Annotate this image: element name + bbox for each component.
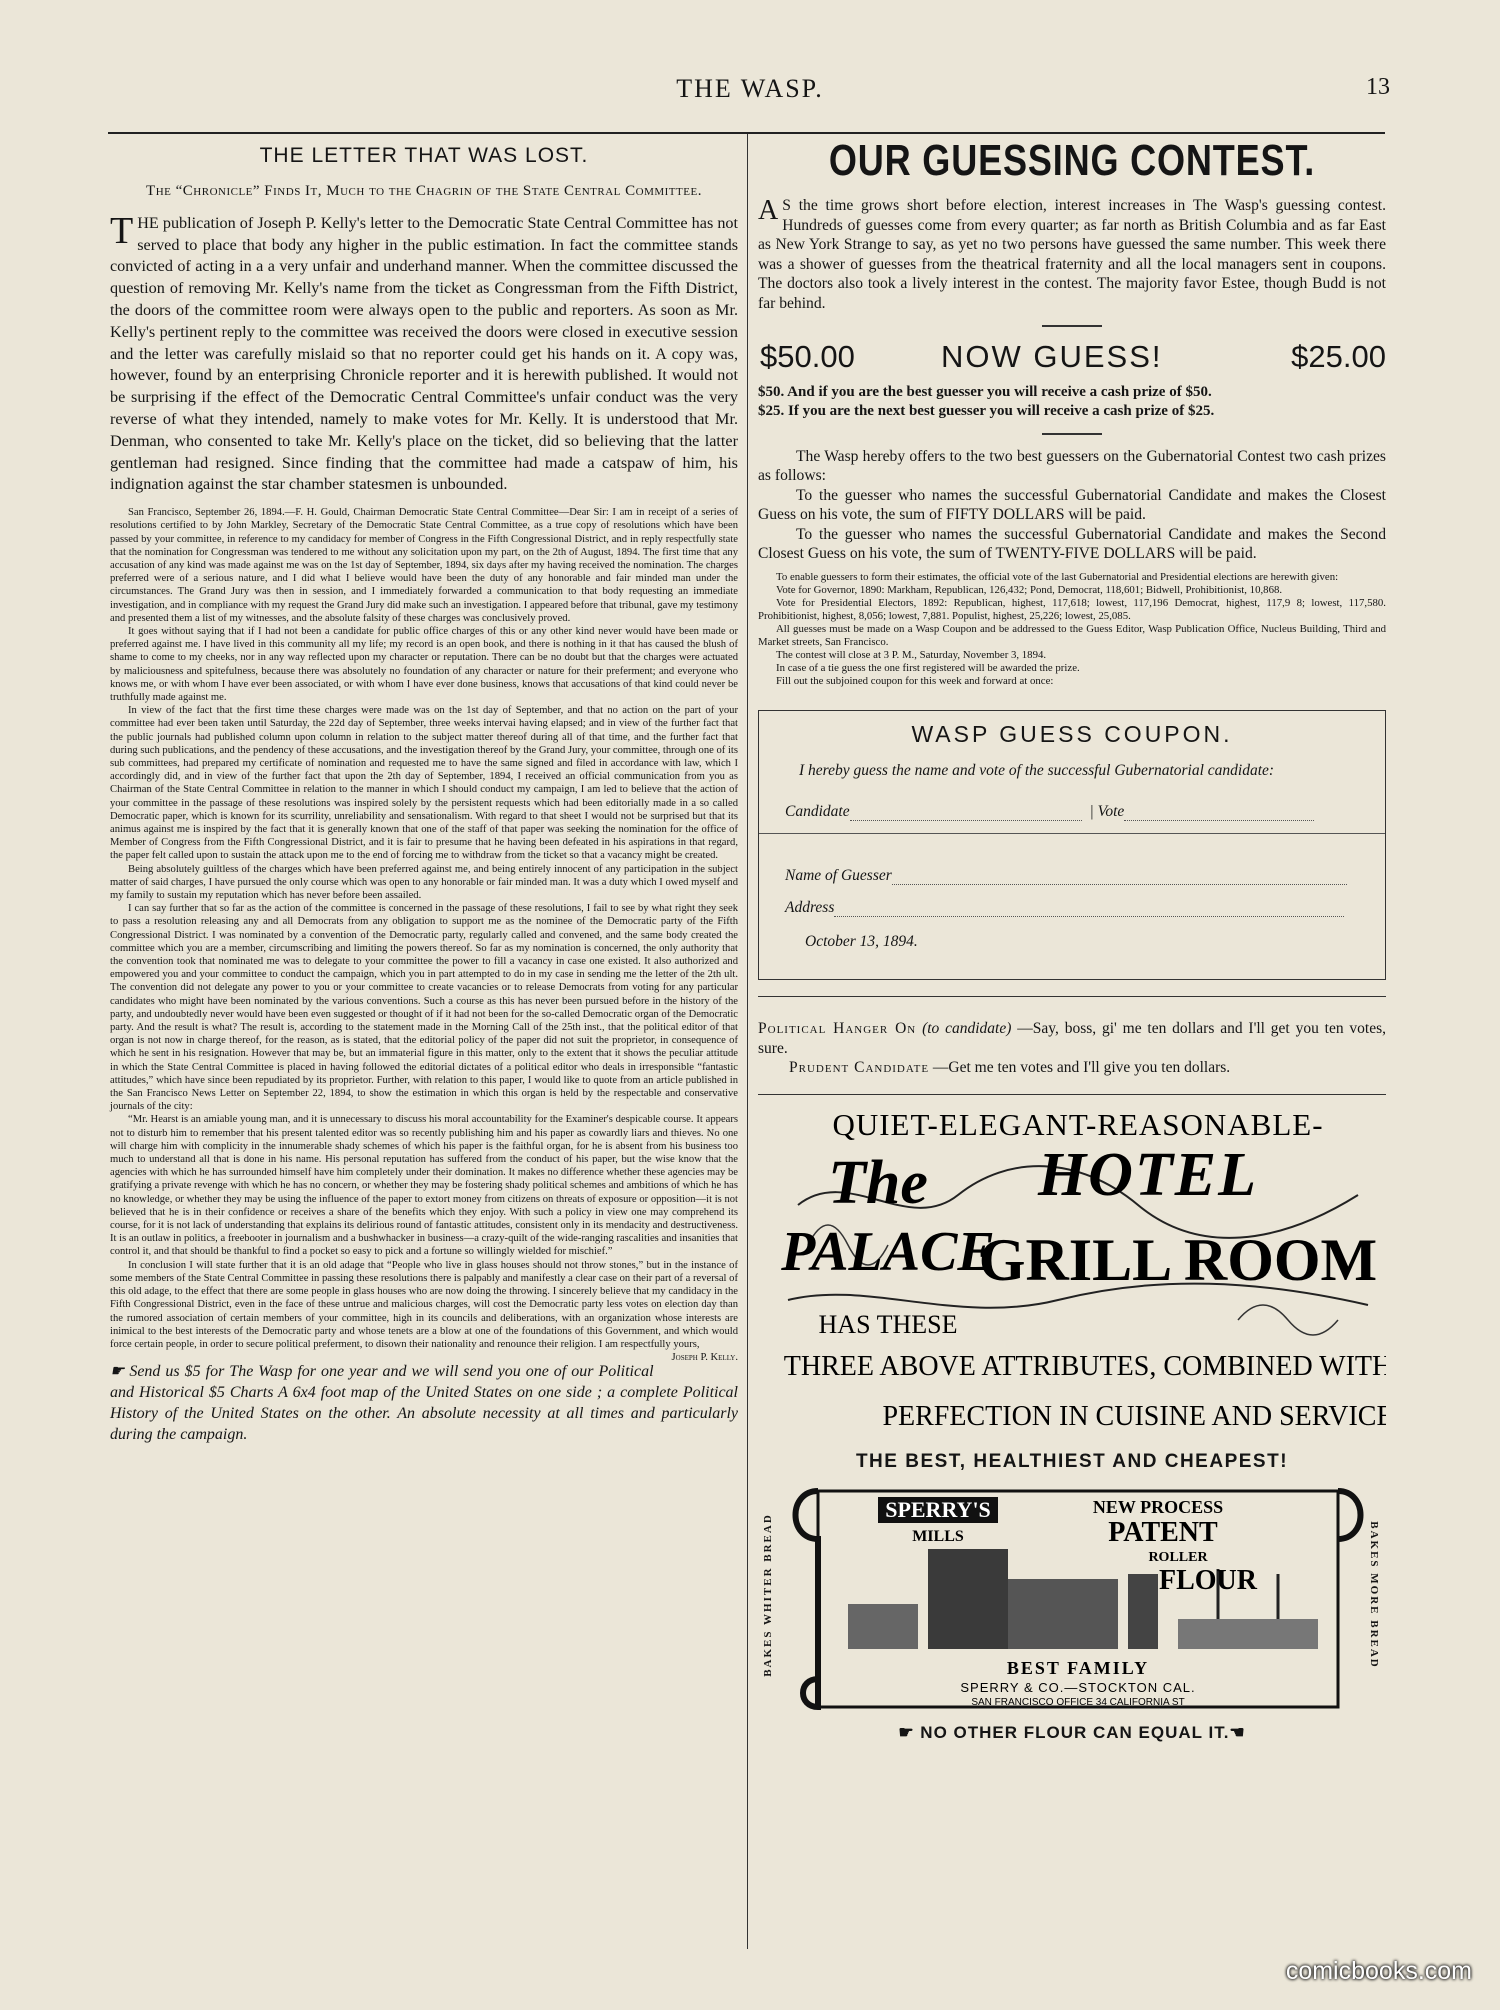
page-number: 13 (1366, 74, 1390, 100)
drop-cap: T (110, 209, 134, 252)
ad-grill-room: GRILL ROOM (978, 1226, 1378, 1293)
ad-roller: ROLLER (1148, 1549, 1208, 1565)
address-label: Address (785, 899, 835, 917)
article-lead (110, 209, 738, 496)
ad-best-family: BEST FAMILY (1006, 1657, 1150, 1678)
column-divider (747, 134, 748, 1949)
letter-paragraph (110, 1259, 738, 1364)
guesser-label: Name of Guesser (785, 867, 892, 885)
mill-building (928, 1549, 1008, 1649)
offer-second-prize: To the guesser who names the successful Gubernatorial Candidate and makes the Second Closest Guess on his vote, the sum of TWENTY-FIVE DOLLARS will be paid. (758, 525, 1386, 563)
speaker-2-line: —Get me ten votes and I'll give you ten dollars. (932, 1059, 1231, 1077)
scroll-roll-left (796, 1491, 819, 1707)
ad-line-2: PERFECTION IN CUISINE AND SERVICE (882, 1400, 1386, 1432)
stage-direction: (to candidate) (922, 1020, 1012, 1038)
mill-tower (1128, 1574, 1158, 1649)
rule-line: Vote for Governor, 1890: Markham, Republican, 126,432; Pond, Democrat, 118,601; Bidwell, Prohibitionist, 10,868. (776, 584, 1283, 597)
letter-paragraph: In view of the fact that the first time these charges were made was on the 1st day of September, and that no action on the part of your committee had ever been taken until Saturday, the 22d day of September, three weeks intervai having elapsed; and in view of the further fact that the public journals had published column upon column in relation to the subject matter thereof during all of that time, and the further fact that during such publications, and the pendency of these accusations, and the investigation thereof by the Grand Jury, your committee, through one of its sub committees, had prepared my certificate of nomination and requested me to have the same signed and filed in accordance with law, which I accordingly did, and in view of the further fact that upon the 2th day of September, 1894, I received an official communication from you as Chairman of the State Central Committee in relation to the manner in which I should conduct my campaign, I am led to believe that the action of your committee in the passage of these resolutions was inspired solely by the persistent requests which had been editorially made in a so called Democratic paper, which is known for its scurrility, unreliability and sensationalism. With regard to that sheet I would not be surprised but that its animus against me is inspired by the fact that it is generally known that one of the staff of that paper was seeking the nomination for the office of Member of Congress from the Fifth Congressional District, and it is fair to presume that he having been defeated in his aspirations in that regard, the paper felt called upon to sustain the attack upon me to the end of forcing me to withdraw from the ticket so that a vacancy might be created. (110, 705, 738, 862)
ornament-curl (1238, 1305, 1338, 1335)
vote-label: | Vote (1089, 803, 1125, 821)
prize-twenty-five: $25.00 (1291, 339, 1386, 374)
ad-the: The (828, 1148, 928, 1217)
ad-maker: SPERRY & CO.—STOCKTON CAL. (960, 1679, 1196, 1695)
sperry-ad-art (758, 1479, 1386, 1719)
subscription-promo: ☛ Send us $5 for The Wasp for one year and we will send you one of our Political and Historical $5 Charts A 6x4 foot map of the United States on one side ; a complete Political History of the United States on the other. An absolute necessity at all times and particularly during the campaign. (110, 1363, 738, 1444)
ad-line-1: THREE ABOVE ATTRIBUTES, COMBINED WITH (783, 1350, 1386, 1382)
rule-line: To enable guessers to form their estimates, the official vote of the last Gubernatorial and Presidential elections are herewith given: (776, 571, 1339, 584)
rule-line: Vote for Presidential Electors, 1892: Republican, highest, 117,618; lowest, 117,196 Democrat, highest, 117,9 8; lowest, 117,580. Prohibitionist, highest, 8,056; lowest, 7,881. Populist, highest, 25,226; lowest, 25,085. (758, 597, 1386, 623)
rule-line: In case of a tie guess the one first registered will be awarded the prize. (776, 662, 1080, 675)
rule-line: The contest will close at 3 P. M., Saturday, November 3, 1894. (776, 649, 1047, 662)
no-other-flour: ☛ NO OTHER FLOUR CAN EQUAL IT.☚ (898, 1722, 1246, 1742)
sperry-flour-ad (758, 1479, 1386, 1719)
palace-hotel-ad-art (758, 1095, 1386, 1445)
candidate-label: Candidate (785, 803, 850, 821)
prize-banner (758, 339, 1386, 383)
ad-side-left: BAKES WHITER BREAD (761, 1513, 774, 1677)
candidate-line (850, 808, 1082, 821)
candidate-field[interactable] (785, 803, 1314, 821)
warehouse (848, 1604, 918, 1649)
lead-text: HE publication of Joseph P. Kelly's letter to the Democratic State Central Committee has not served to place that body any higher in the public estimation. In fact the committee stands convicted of acting in a a very unfair and underhand manner. When the committee discussed the question of removing Mr. Kelly's name from the ticket as Congressman from the Fifth District, the doors of the committee room were always open to the public and reporters. As soon as Mr. Kelly's pertinent reply to the committee was received the doors were closed in executive session and the letter was carefully mislaid so that no reporter could get his hands on it. A copy was, however, found by an enterprising Chronicle reporter and it is herewith published. It would not be surprising if the effect of the Democratic Central Committee's unfair conduct was the very reverse of what they intended, namely to make votes for Mr. Kelly. It is understood that Mr. Denman, who consented to take Mr. Kelly's place on the ticket, did so believing that the latter gentleman had resigned. Since finding that the committee had made a catspaw of him, his indignation against the star chamber statesmen is unbounded. (110, 213, 738, 494)
ad-patent: PATENT (1108, 1516, 1218, 1548)
now-guess: NOW GUESS! (941, 339, 1163, 374)
best-headline: THE BEST, HEALTHIEST AND CHEAPEST! (855, 1450, 1289, 1472)
letter-paragraph: “Mr. Hearst is an amiable young man, and it is unnecessary to discuss his moral accountability for the Examiner's despicable course. It appears not to disturb him to remember that his present talented editor was so recently publishing him and his paper as cowardly liars and thieves. No one will charge him with complicity in the innumerable shady schemes of which his paper is the faithful organ, for he is absent from his business too much to understand all that is done in his name. His personal reputation has suffered from the conduct of his paper, but the wise know that the agencies with which he has surrounded himself have him completely under their domination. It makes no difference whether these agencies may be gratifying a private revenge with which he has no concern, or whether they may be fostering shady political schemes and ambitions of which he has no knowledge, or whether they may be using the influence of the paper to extort money from citizens on threats of exposure or opposition—it is not believed that he is in their confidence or receives a share of the benefits which they enjoy. With such a policy in view one may comprehend its course, for it is not lack of understanding that explains its delirious round of fantastic attitudes, consistent only in its mendacity and destructiveness. It is an outlaw in politics, a freebooter in journalism and a bushwhacker in business—a crazy-quilt of the wide-ranging rascalities and insanities that control it, and that should be thankful to find a pocket so easy to pick and a fortune so willingly wielded for mischief.” (110, 1114, 738, 1258)
ad-palace: PALACE (781, 1220, 995, 1283)
offer-first-prize: To the guesser who names the successful Gubernatorial Candidate and makes the Closest Guess on his vote, the sum of FIFTY DOLLARS will be paid. (758, 486, 1386, 524)
masthead (110, 74, 1390, 108)
guesser-line (892, 872, 1347, 885)
letter-body (110, 506, 738, 1364)
publication-title: THE WASP. (676, 74, 824, 103)
drop-cap: A (758, 195, 779, 226)
letter-closing: In conclusion I will state further that it is an old adage that “People who live in glass houses should not throw stones,” but in the instance of some members of the State Central Committee in passing these resolutions there is palpably and manifestly a clear case on their part of a reversal of this old adage, to the effect that there are some people in glass houses who are now doing the throwing. I sincerely believe that my candidacy in the Fifth Congressional District, even in the face of these untrue and malicious charges, will cost the Democratic party less votes on election day than the rumored association of certain members of your committee, high in its councils and deliberations, with an organization whose interests are inimical to the best interests of the Democratic party and whose tenets are a blow at one of the foundations of this Government, and which would force certain people, in order to secure political preferment, to disown their nationality and renounce their religion. I am respectfully yours, (110, 1259, 738, 1350)
contest-title: OUR GUESSING CONTEST. (828, 136, 1316, 185)
ad-top-line: QUIET-ELEGANT-REASONABLE- (832, 1106, 1324, 1142)
article-subtitle: The “Chronicle” Finds It, Much to the Chagrin of the State Central Committee. (146, 183, 702, 199)
prize-line-1: $50. And if you are the best guesser you will receive a cash prize of $50. (758, 384, 1212, 400)
left-column (110, 140, 738, 1445)
ad-has-these: HAS THESE (818, 1309, 958, 1339)
rule-line: All guesses must be made on a Wasp Coupon and be addressed to the Guess Editor, Wasp Publication Office, Nucleus Building, Third and Market streets, San Francisco. (758, 623, 1386, 649)
section-rule (758, 996, 1386, 997)
scroll-roll-right (1338, 1491, 1361, 1539)
contest-intro (758, 196, 1386, 313)
coupon-date: October 13, 1894. (805, 933, 918, 951)
coupon-title: WASP GUESS COUPON. (911, 721, 1233, 748)
short-rule (1042, 325, 1102, 327)
letter-paragraph: I can say further that so far as the action of the committee is concerned in the passage of these resolutions, I fail to see by what right they seek to pass a resolution releasing any and all Democrats from any obligation to support me as the nominee of the Democratic party of the Fifth Congressional District. I was nominated by a convention of the Democratic party, regularly called and convened, and the same body created the committee which you are a member, circumscribing and limiting the powers thereof. So far as my nomination is concerned, the only authority that the convention took that nominated me was to delegate to your committee the power to fill a vacancy in case one existed. It also authorized and empowered you and your committee to conduct the campaign, which you in part attempted to do in my case in sending me the letter of the 2th ult. The convention did not delegate any power to you or your committee to create vacancies or to release Democrats from voting for any particular candidates who might have been nominated by the various conventions. Such a course as this has never been pursued before in the history of the party, and undoubtedly never would have been even suggested or thought of if it had not been for the so-called Democratic organ of the Democratic party. And the result is what? The result is, according to the statement made in the Morning Call of the 25th inst., that the political editor of that organ is not now in charge thereof, for the reason, as is stated, that the editorial policy of the paper did not suit the proprietor, in consequence of which he sent in his resignation. However that may be, but an immaterial figure in this matter, only to the extent that it shows the peculiar attitude in which the State Central Committee is placed in having followed the editorial dictates of a political editor who deals in irresponsible “fantastic attitudes,” which have since been repudiated by its proprietor. Further, with relation to this paper, I would like to quote from an article published in the San Francisco News Letter on September 22, 1894, to show the estimation in which this organ is held by the respectable and conservative journals of the city: (110, 903, 738, 1113)
ad-hotel: HOTEL (1037, 1140, 1259, 1209)
speaker-1-line: —Say, boss, gi' me ten dollars and I'll get you ten votes, sure. (758, 1020, 1387, 1057)
letter-paragraph: Being absolutely guiltless of the charges which have been preferred against me, and being entirely innocent of any participation in the subject matter of said charges, I have pursued the only course which was open to any honorable or fair minded man. It was a duty which I owed myself and my family to sustain my reputation which has never before been assailed. (110, 863, 738, 901)
ship-hull (1178, 1619, 1318, 1649)
speaker-2: Prudent Candidate (789, 1059, 930, 1077)
prize-fifty: $50.00 (760, 339, 855, 374)
signature: Joseph P. Kelly. (671, 1352, 738, 1364)
intro-text: S the time grows short before election, interest increases in The Wasp's guessing contest. Hundreds of guesses come from every quarter; as far north as British Columbia and as far East as New York Strange to say, as yet no two persons have guessed the same number. This week there was a shower of guesses from the theatrical fraternity and all the local managers sent in coupons. The doctors also took a lively interest in the contest. The majority favor Estee, though Budd is not far behind. (758, 197, 1386, 312)
speaker-1: Political Hanger On (758, 1020, 917, 1038)
vote-line (1124, 808, 1314, 821)
coupon-divider (759, 833, 1385, 834)
article-title: THE LETTER THAT WAS LOST. (259, 144, 589, 167)
address-line (834, 904, 1344, 917)
guesser-name-field[interactable] (785, 867, 1347, 885)
contest-rules (758, 571, 1386, 688)
letter-paragraph: San Francisco, September 26, 1894.—F. H. Gould, Chairman Democratic State Central Committee—Dear Sir: I am in receipt of a series of resolutions certified to by John Markley, Secretary of the Democratic State Central Committee, as a true copy of resolutions which have been passed by your committee, in reference to my candidacy for member of Congress in the Fifth Congressional District, and in reply respectfully state that the nomination for Congressman was tendered to me without any solicitation upon my part, on the 2th of August, 1894. The first time that any accusation of any kind was made against me was on the 1st day of September, 1894, six days after my having received the nomination. The charges preferred were of a serious nature, and I did what I believe would have been the duty of any honorable and fair minded man under the circumstances. The Grand Jury was then in session, and I immediately forwarded a communication to that body requesting an immediate investigation, and in compliance with my request the Grand Jury did make such an investigation. I appeared before that tribunal, gave my testimony and presented them a list of my witnesses, and the absolute falsity of these charges was conclusively proved. (110, 507, 738, 624)
palace-hotel-ad (758, 1095, 1386, 1445)
address-field[interactable] (785, 899, 1344, 917)
coupon-instruction: I hereby guess the name and vote of the successful Gubernatorial candidate: (799, 762, 1275, 780)
ad-sperrys: SPERRY'S (885, 1496, 991, 1522)
guess-coupon[interactable] (758, 710, 1386, 980)
hanger-on-joke (758, 1019, 1386, 1078)
short-rule (1042, 433, 1102, 435)
prize-line-2: $25. If you are the next best guesser you will receive a cash prize of $25. (758, 403, 1215, 419)
ad-new-process: NEW PROCESS (1092, 1496, 1224, 1517)
letter-paragraph: It goes without saying that if I had not been a candidate for public office charges of this or any other kind never would have been made or preferred against me. I have lived in this community all my life; my record is an open book, and there is nothing in it that has caused the blush of shame to come to my cheeks, nor in any way reflected upon my character or reputation. There can be no doubt but that the charges were actuated by maliciousness and spitefulness, because there was absolutely no foundation of any character or nature for their preferment; and everyone who knows me, or with whom I have ever been associated, or with whom I have ever done business, knows that accusations of that kind could never be truthfully made against me. (110, 625, 738, 703)
ad-flour: FLOUR (1159, 1564, 1257, 1596)
offer-intro: The Wasp hereby offers to the two best guessers on the Gubernatorial Contest two cash prizes as follows: (758, 448, 1386, 485)
ad-side-right: BAKES MORE BREAD (1368, 1521, 1381, 1669)
rule-line: Fill out the subjoined coupon for this week and forward at once: (776, 675, 1054, 688)
right-column (758, 136, 1387, 1743)
mill-wing (1008, 1579, 1118, 1649)
ad-office: SAN FRANCISCO OFFICE 34 CALIFORNIA ST (971, 1696, 1185, 1708)
ad-mills: MILLS (912, 1527, 964, 1545)
site-watermark: comicbooks.com (1285, 1957, 1472, 1985)
